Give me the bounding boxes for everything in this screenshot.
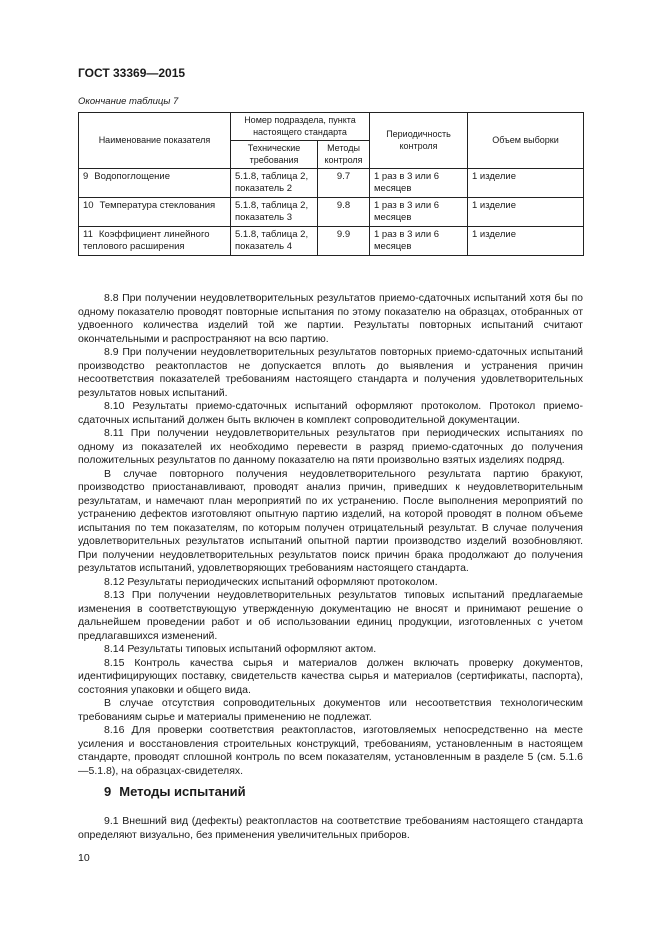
section-body-text (78, 815, 583, 842)
row-method: 9.8 (318, 198, 370, 227)
paragraph-8-9: 8.9 При получении неудовлетворительных результатов повторных приемо-сдаточных испытаний производство реактопластов не допускается вплоть до выявления и устранения причин несоответствия показателей требованиям настоящего стандарта и получения удовлетворительных результатов новых испытаний. (78, 346, 583, 399)
paragraph-8-15-continued: В случае отсутствия сопроводительных документов или несоответствия технологическим требованиям сырье и материалы применению не подлежат. (78, 697, 583, 723)
row-periodicity: 1 раз в 3 или 6 месяцев (370, 169, 468, 198)
document-header: ГОСТ 33369—2015 (78, 66, 186, 80)
table-row (79, 227, 584, 256)
header-sample-size: Объем выборки (468, 113, 584, 169)
requirements-table (78, 112, 584, 256)
row-indicator-name: Температура стеклования (99, 200, 216, 211)
paragraph-8-12: 8.12 Результаты периодических испытаний оформляют протоколом. (104, 575, 438, 588)
row-indicator-name: Коэффициент линейного теплового расширения (83, 229, 210, 252)
row-number: 9 (83, 171, 89, 182)
row-sample-size: 1 изделие (468, 169, 584, 198)
section-title-text: Методы испытаний (119, 784, 246, 799)
row-sample-size: 1 изделие (468, 198, 584, 227)
row-periodicity: 1 раз в 3 или 6 месяцев (370, 227, 468, 256)
row-method: 9.9 (318, 227, 370, 256)
row-indicator-name: Водопоглощение (94, 171, 170, 182)
row-method: 9.7 (318, 169, 370, 198)
page-number: 10 (78, 852, 90, 864)
paragraph-8-16: 8.16 Для проверки соответствия реактопластов, изготовляемых непосредственно на месте усиления и восстановления строительных конструкций, требованиям, установленным в настоящем стандарте, проводят сплошной контроль по всем показателям, установленным в разделе 5 (см. 5.1.6—5.1.8), на образцах-свидетелях. (78, 724, 583, 777)
header-indicator-name: Наименование показателя (79, 113, 231, 169)
row-tech-requirement: 5.1.8, таблица 2, показатель 4 (231, 227, 318, 256)
paragraph-8-13: 8.13 При получении неудовлетворительных результатов типовых испытаний предлагаемые изменения в соответствующую утвержденную документацию не вносят и принимают решение о дальнейшем проведении работ и об использовании единиц продукции, изготовленных с учетом предлагавшихся изменений. (78, 589, 583, 642)
section-heading (104, 784, 246, 799)
paragraph-8-10: 8.10 Результаты приемо-сдаточных испытаний оформляют протоколом. Протокол приемо-сдаточных испытаний должен быть включен в комплект сопроводительной документации. (78, 400, 583, 426)
header-control-methods: Методы контроля (318, 141, 370, 169)
paragraph-8-11: 8.11 При получении неудовлетворительных результатов при периодических испытаниях по одному из показателей их необходимо перевести в разряд приемо-сдаточных до получения положительных результатов по данному показателю на пяти произвольно взятых изделиях подряд. (78, 427, 583, 466)
row-indicator-cell (79, 198, 231, 227)
header-tech-requirements: Технические требования (231, 141, 318, 169)
table-row (79, 198, 584, 227)
row-indicator-cell (79, 169, 231, 198)
row-tech-requirement: 5.1.8, таблица 2, показатель 2 (231, 169, 318, 198)
header-periodicity: Периодичность контроля (370, 113, 468, 169)
paragraph-9-1: 9.1 Внешний вид (дефекты) реактопластов на соответствие требованиям настоящего стандарта определяют визуально, без применения увеличительных приборов. (78, 815, 583, 841)
section-number: 9 (104, 784, 112, 799)
row-sample-size: 1 изделие (468, 227, 584, 256)
paragraph-8-11-continued: В случае повторного получения неудовлетворительного результата партию бракуют, производство приостанавливают, проводят анализ причин, приведших к неудовлетворительным результатам, и намечают план мероприятий по их устранению. После выполнения мероприятий по устранению дефектов изготовляют опытную партию изделий, на которой проводят в полном объеме испытания по тем показателям, по которым получен отрицательный результат. В случае получения удовлетворительных результатов испытаний опытной партии производство изделий возобновляют. При получении неудовлетворительных результатов поиск причин брака продолжают до получения результатов испытаний, удовлетворяющих требованиям настоящего стандарта. (78, 467, 583, 574)
row-indicator-cell (79, 227, 231, 256)
paragraph-8-14: 8.14 Результаты типовых испытаний оформляют актом. (104, 643, 377, 655)
row-number: 11 (83, 229, 93, 240)
body-text (78, 292, 583, 778)
paragraph-8-8: 8.8 При получении неудовлетворительных результатов приемо-сдаточных испытаний хотя бы по одному показателю проводят повторные испытания по этому показателю на образцах, отобранных от удвоенного количества изделий той же партии. Результаты повторных испытаний считают окончательными и распространяют на всю партию. (78, 292, 583, 345)
row-number: 10 (83, 200, 94, 211)
row-periodicity: 1 раз в 3 или 6 месяцев (370, 198, 468, 227)
row-tech-requirement: 5.1.8, таблица 2, показатель 3 (231, 198, 318, 227)
table-caption: Окончание таблицы 7 (78, 96, 179, 107)
table-row (79, 169, 584, 198)
header-section-group: Номер подраздела, пункта настоящего стандарта (231, 113, 370, 141)
paragraph-8-15: 8.15 Контроль качества сырья и материалов должен включать проверку документов, идентифицирующих поставку, свидетельств качества сырья и материалов (сертификаты, паспорта), состояния упаковки и общего вида. (78, 656, 583, 696)
